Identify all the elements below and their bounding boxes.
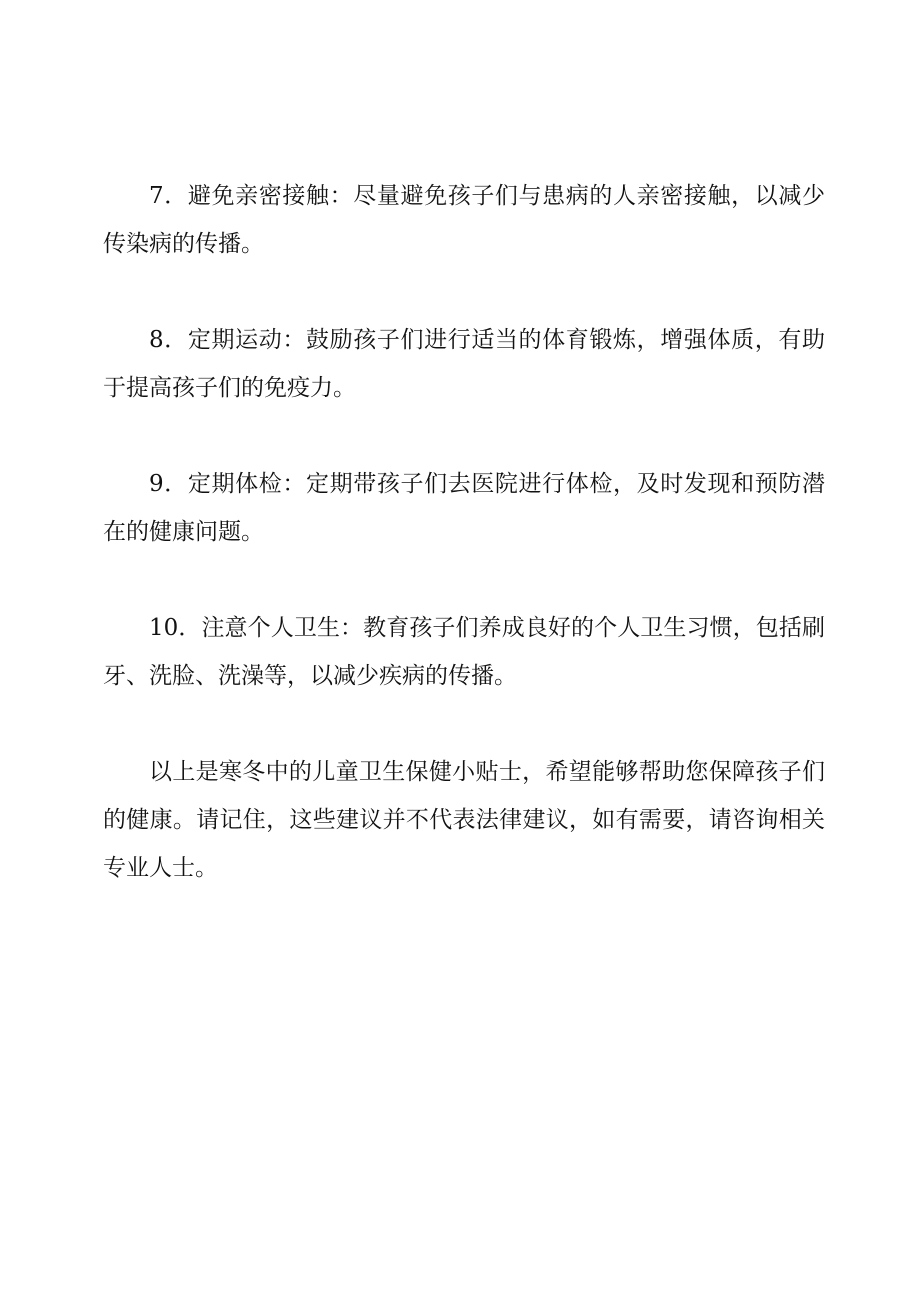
paragraph-spacer (103, 412, 825, 460)
document-body (103, 172, 825, 892)
paragraph-spacer (103, 700, 825, 748)
closing-paragraph: 以上是寒冬中的儿童卫生保健小贴士，希望能够帮助您保障孩子们的健康。请记住，这些建议并不代表法律建议，如有需要，请咨询相关专业人士。 (103, 759, 825, 881)
paragraph-spacer (103, 268, 825, 316)
paragraph-item-10: 10．注意个人卫生：教育孩子们养成良好的个人卫生习惯，包括刷牙、洗脸、洗澡等，以减少疾病的传播。 (103, 615, 825, 689)
paragraph-item-9: 9．定期体检：定期带孩子们去医院进行体检，及时发现和预防潜在的健康问题。 (103, 471, 825, 545)
paragraph-item-8: 8．定期运动：鼓励孩子们进行适当的体育锻炼，增强体质，有助于提高孩子们的免疫力。 (103, 327, 825, 401)
paragraph-item-7: 7．避免亲密接触：尽量避免孩子们与患病的人亲密接触，以减少传染病的传播。 (103, 183, 825, 257)
paragraph-spacer (103, 556, 825, 604)
